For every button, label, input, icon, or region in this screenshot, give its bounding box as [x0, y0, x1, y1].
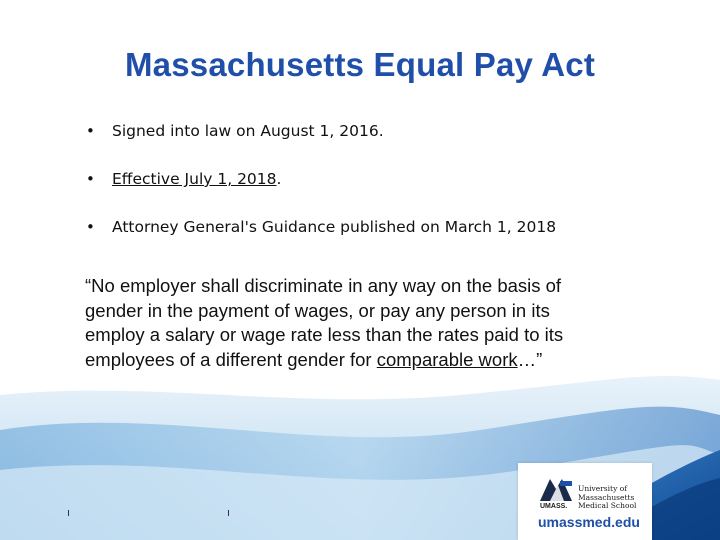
bullet-text: Attorney General's Guidance published on March 1, 2018: [112, 218, 557, 236]
logo-line-2: Massachusetts: [578, 492, 635, 502]
bullet-item-effective: [86, 166, 686, 214]
slide-title: Massachusetts Equal Pay Act: [124, 46, 596, 83]
logo-line-1: University of: [578, 484, 627, 493]
statute-quote: [85, 274, 585, 372]
bullet-item-guidance: [86, 214, 686, 262]
quote-tail: …”: [517, 348, 543, 370]
umass-shield-icon: [538, 477, 574, 503]
logo-line-3: Medical School: [578, 501, 637, 511]
umass-logo: [518, 463, 652, 540]
footer-tick-left: [68, 510, 69, 516]
bullet-marker: •: [86, 170, 95, 188]
quote-text: “No employer shall discriminate in any way on the basis of gender in the payment of wages, or pay any person in its employ a salary or wage rate less than the rates paid to its employees of a different gender for: [85, 275, 564, 370]
bullet-list: [86, 118, 686, 262]
bullet-text: Signed into law on August 1, 2016.: [112, 122, 384, 140]
bullet-marker: •: [86, 122, 95, 140]
quote-underlined-text: comparable work: [376, 348, 518, 370]
bullet-item-signed: [86, 118, 686, 166]
bullet-marker: •: [86, 218, 95, 236]
bullet-underlined-text: Effective July 1, 2018: [112, 170, 277, 188]
bullet-trailing-text: .: [276, 170, 282, 188]
footer-tick-mid: [228, 510, 229, 516]
logo-umass-wordmark: UMASS.: [540, 503, 568, 510]
logo-institution-text: [578, 485, 650, 511]
logo-url: umassmed.edu: [538, 514, 640, 530]
